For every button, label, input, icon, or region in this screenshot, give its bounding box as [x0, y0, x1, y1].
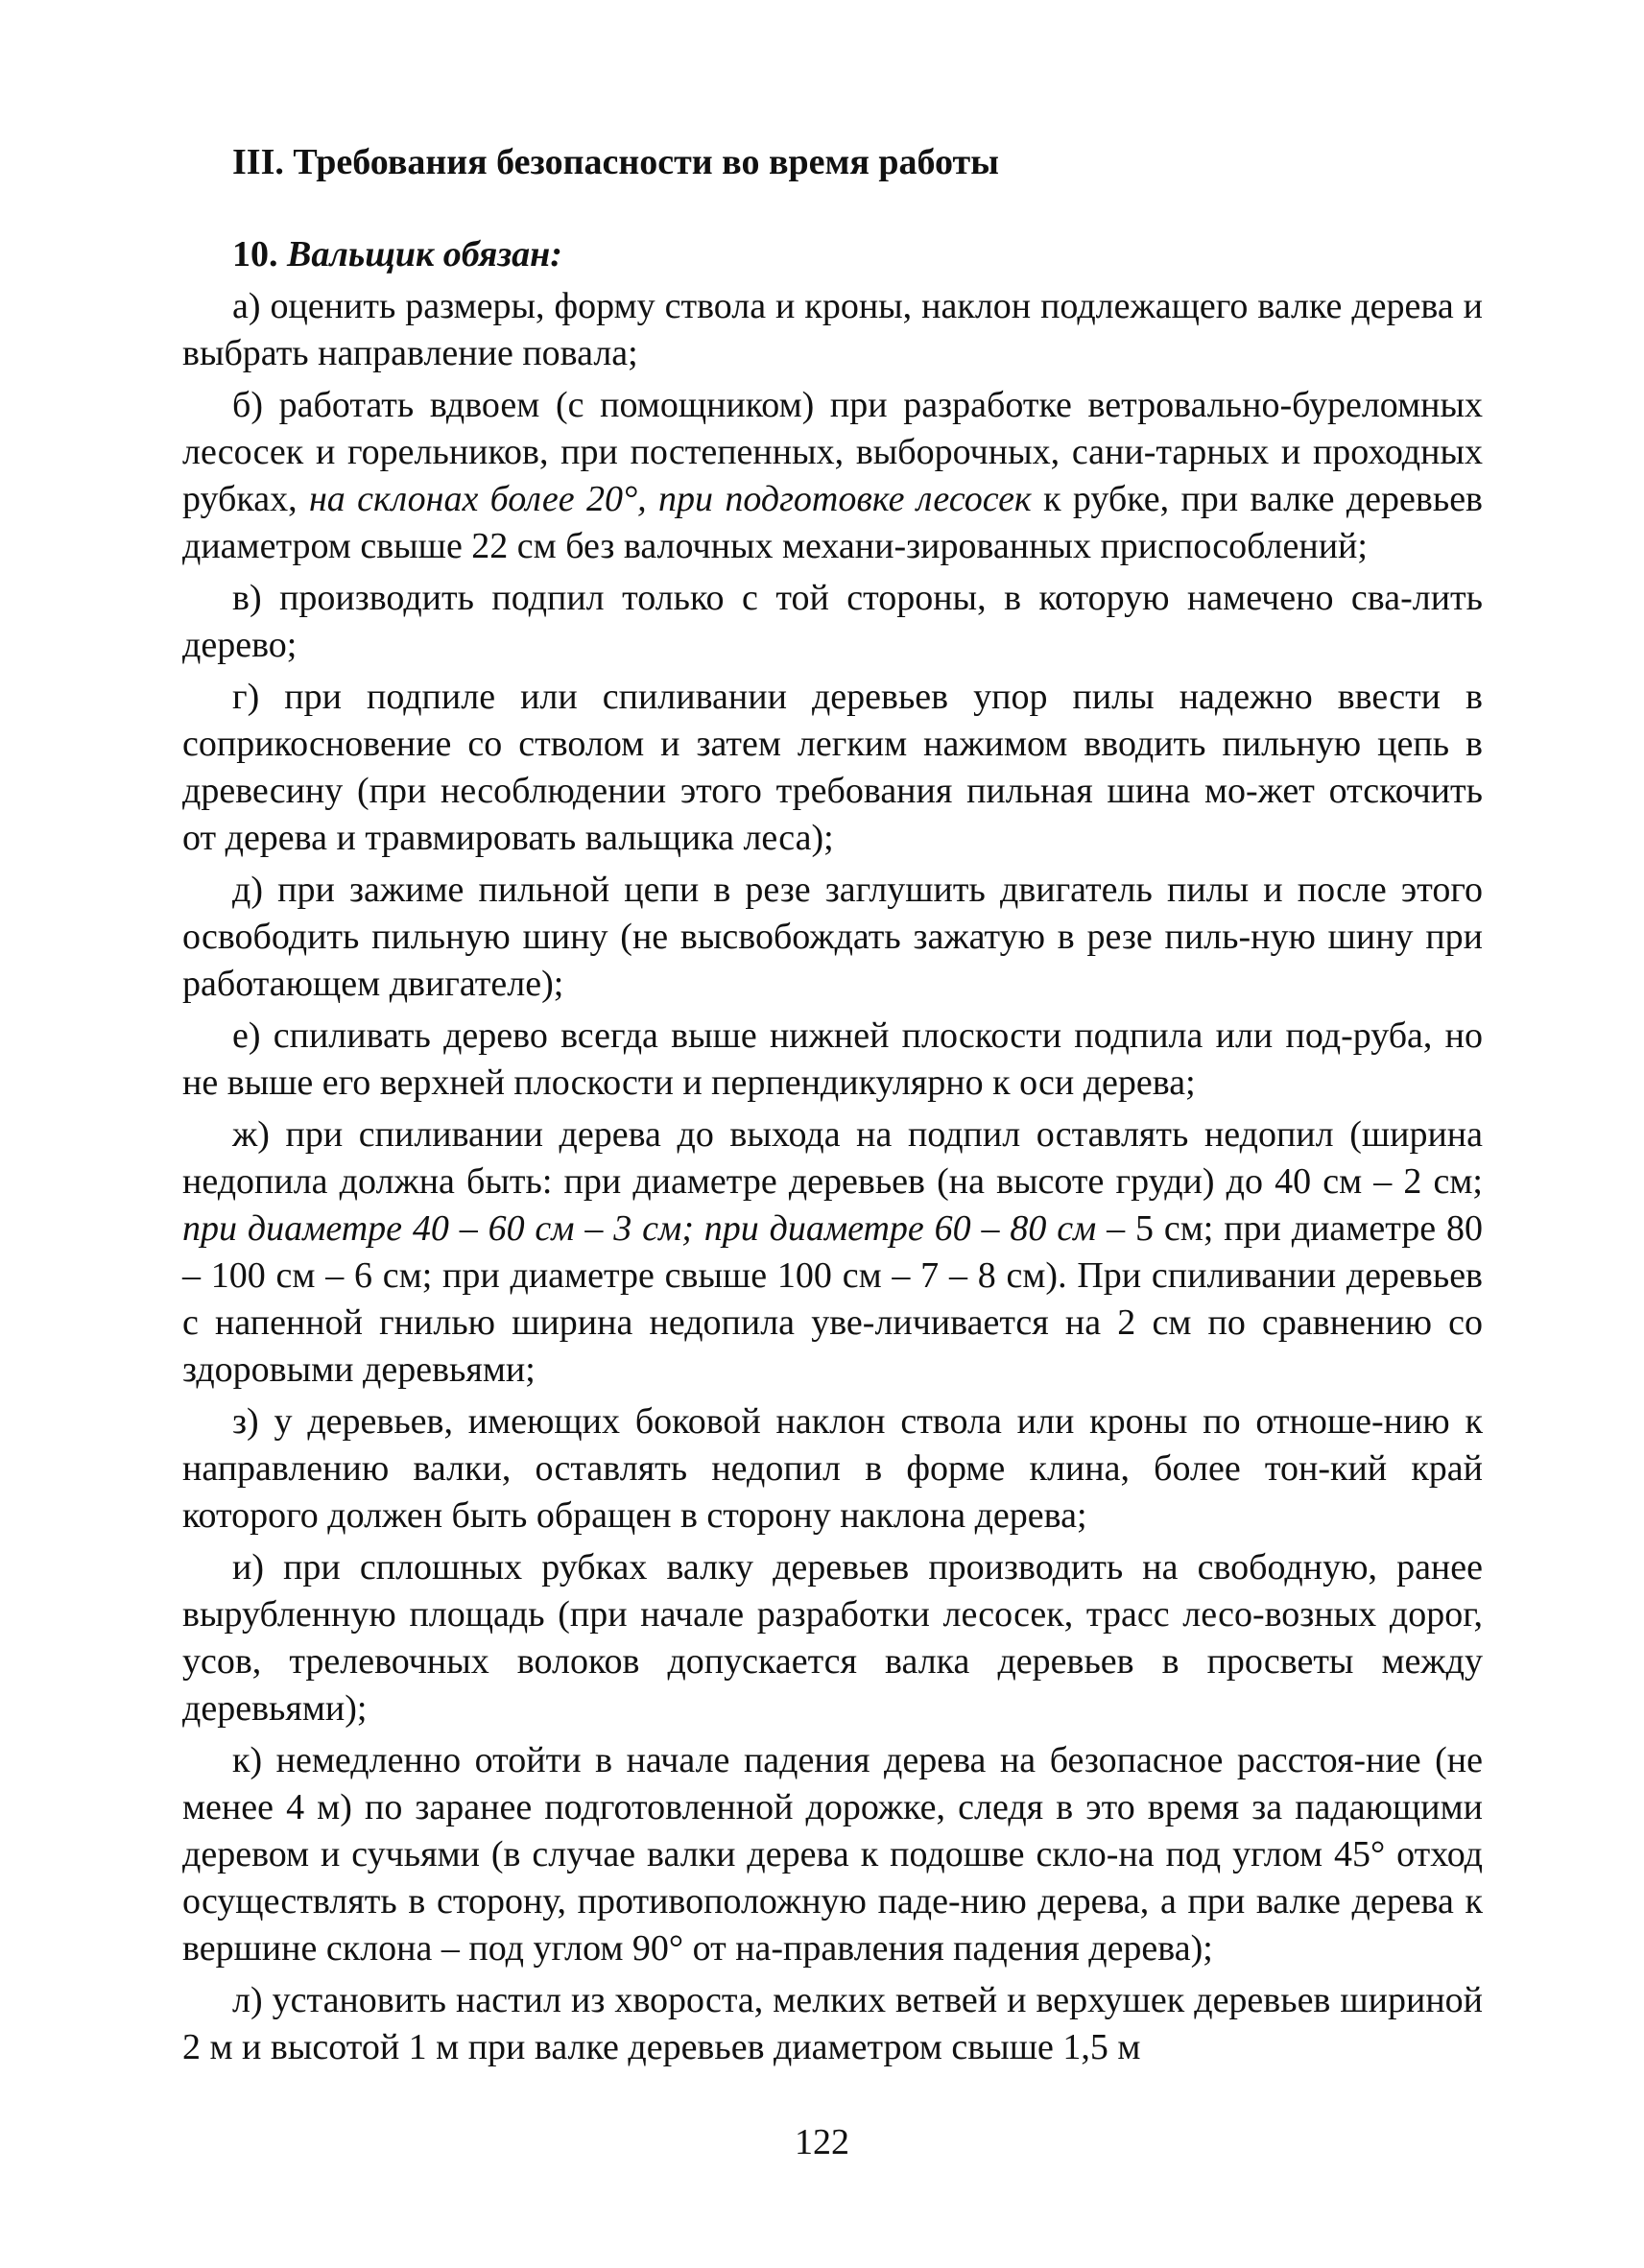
item-d: д) при зажиме пильной цепи в резе заглушить двигатель пилы и после этого освободить пильную шину (не высвобождать зажатую в резе пиль-ную шину при работающем двигателе); — [182, 870, 1483, 1004]
item-b-italic: на склонах более 20°, при подготовке лесосек — [308, 479, 1032, 519]
item-b-text-end: к рубке, при валке деревьев диаметром свыше 22 см без валочных механи-зированных приспособлений; — [182, 479, 1483, 566]
item-e: е) спиливать дерево всегда выше нижней плоскости подпила или под-руба, но не выше его верхней плоскости и перпендикулярно к оси дерева; — [182, 1015, 1483, 1103]
item-zh — [182, 1111, 1483, 1394]
clause-heading — [232, 231, 1483, 277]
item-g: г) при подпиле или спиливании деревьев упор пилы надежно ввести в соприкосновение со стволом и затем легким нажимом вводить пильную цепь в древесину (при несоблюдении этого требования пильная шина мо-жет отскочить от дерева и травмировать вальщика леса); — [182, 677, 1483, 858]
item-b — [182, 382, 1483, 570]
item-z: з) у деревьев, имеющих боковой наклон ствола или кроны по отноше-нию к направлению валки, оставлять недопил в форме клина, более тон-кий край которого должен быть обращен в сторону наклона дерева; — [182, 1401, 1483, 1536]
item-l: л) установить настил из хвороста, мелких ветвей и верхушек деревьев шириной 2 м и высотой 1 м при валке деревьев диаметром свыше 1,5 м — [182, 1980, 1483, 2067]
item-b-text: б) работать вдвоем (с помощником) при разработке ветровально-буреломных лесосек и горельников, при постепенных, выборочных, сани-тарных и проходных рубках, — [182, 385, 1483, 519]
section-title: III. Требования безопасности во время работы — [232, 142, 999, 182]
clause-title: Вальщик обязан: — [287, 234, 562, 275]
item-k: к) немедленно отойти в начале падения дерева на безопасное расстоя-ние (не менее 4 м) по заранее подготовленной дорожке, следя в это время за падающими деревом и сучьями (в случае валки дерева к подошве скло-на под углом 45° отход осуществлять в сторону, противоположную паде-нию дерева, а при валке дерева к вершине склона – под углом 90° от на-правления падения дерева); — [182, 1740, 1483, 1969]
clause-number: 10. — [232, 234, 278, 275]
page-number: 122 — [795, 2122, 849, 2162]
item-a: а) оценить размеры, форму ствола и кроны, наклон подлежащего валке дерева и выбрать направление повала; — [182, 286, 1483, 373]
item-zh-text-end: 5 см; при диаметре 80 – 100 см – 6 см; при диаметре свыше 100 см – 7 – 8 см). При спиливании деревьев с напенной гнилью ширина недопила уве-личивается на 2 см по сравнению со здоровыми деревьями; — [182, 1208, 1483, 1390]
item-v: в) производить подпил только с той стороны, в которую намечено сва-лить дерево; — [182, 578, 1483, 665]
item-zh-text: ж) при спиливании дерева до выхода на подпил оставлять недопил (ширина недопила должна быть: при диаметре деревьев (на высоте груди) до 40 см – 2 см; — [182, 1114, 1483, 1202]
document-page — [182, 139, 1483, 2076]
item-zh-italic: при диаметре 40 – 60 см – 3 см; при диаметре 60 – 80 см – — [182, 1208, 1126, 1249]
item-i: и) при сплошных рубках валку деревьев производить на свободную, ранее вырубленную площадь (при начале разработки лесосек, трасс лесо-возных дорог, усов, трелевочных волоков допускается валка деревьев в просветы между деревьями); — [182, 1547, 1483, 1729]
